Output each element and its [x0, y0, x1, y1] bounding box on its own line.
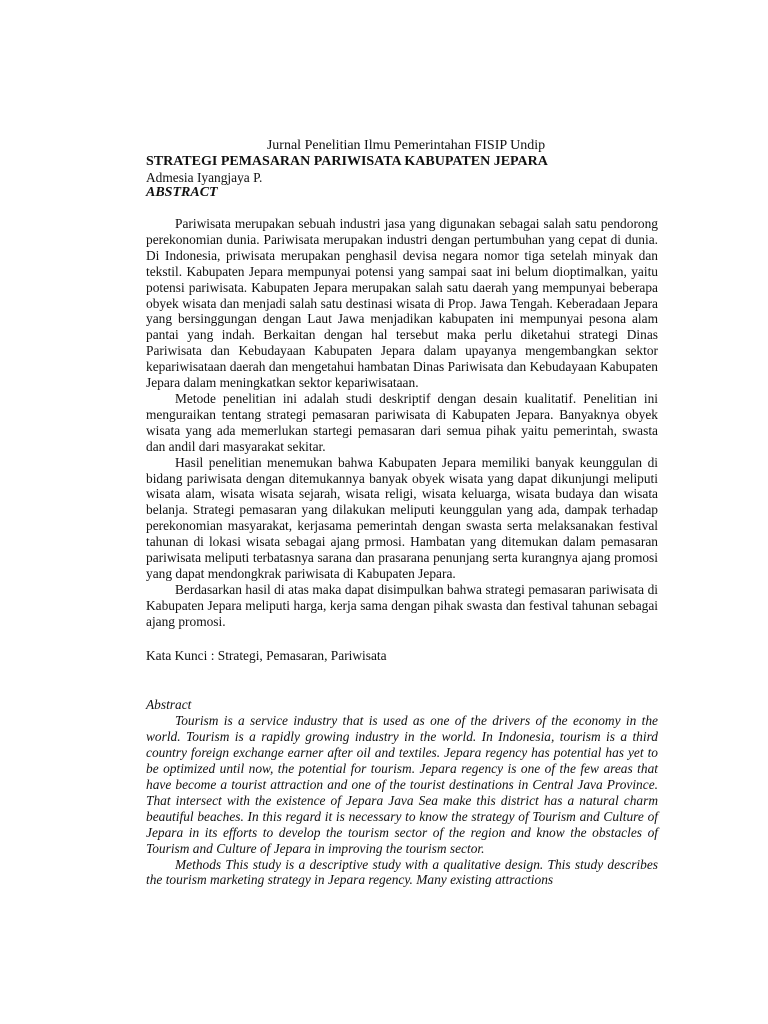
- english-abstract-body: [146, 713, 658, 888]
- abstrak-paragraph-1: Pariwisata merupakan sebuah industri jasa yang digunakan sebagai salah satu pendorong perekonomian dunia. Pariwisata merupakan industri dengan pertumbuhan yang cepat di dunia. Di Indonesia, priwisata merupakan penghasil devisa negara nomor tiga setelah minyak dan tekstil. Kabupaten Jepara mempunyai potensi yang sampai saat ini belum dioptimalkan, yaitu potensi pariwisata. Kabupaten Jepara merupakan salah satu daerah yang mempunyai beberapa obyek wisata dan menjadi salah satu destinasi wisata di Prop. Jawa Tengah. Keberadaan Jepara yang bersinggungan dengan Laut Jawa menjadikan kabupaten ini mempunyai pesona alam pantai yang indah. Berkaitan dengan hal tersebut maka perlu diketahui strategi Dinas Pariwisata dan Kebudayaan Kabupaten Jepara dalam upayanya mengembangkan sektor kepariwisataan daerah dan mengetahui hambatan Dinas Pariwisata dan Kebudayaan Kabupaten Jepara dalam meningkatkan sektor kepariwisataan.: [146, 216, 658, 391]
- english-abstract-heading: Abstract: [146, 697, 192, 713]
- english-paragraph-1: Tourism is a service industry that is used as one of the drivers of the economy in the world. Tourism is a rapidly growing industry in the world. In Indonesia, tourism is a third country foreign exchange earner after oil and textiles. Jepara regency has potential has yet to be optimized until now, the potential for tourism. Jepara regency is one of the few areas that have become a tourist attraction and one of the tourist destinations in Central Java Province. That intersect with the existence of Jepara Java Sea make this district has a natural charm beautiful beaches. In this regard it is necessary to know the strategy of Tourism and Culture of Jepara in its efforts to develop the tourism sector of the region and know the obstacles of Tourism and Culture of Jepara in improving the tourism sector.: [146, 713, 658, 856]
- keywords-line: Kata Kunci : Strategi, Pemasaran, Pariwisata: [146, 647, 387, 663]
- paper-content: [146, 138, 658, 888]
- journal-name: Jurnal Penelitian Ilmu Pemerintahan FISIP Undip: [266, 138, 546, 153]
- abstrak-paragraph-3: Hasil penelitian menemukan bahwa Kabupaten Jepara memiliki banyak keunggulan di bidang pariwisata dengan ditemukannya banyak obyek wisata yang dapat dikunjungi meliputi wisata alam, wisata wisata sejarah, wisata religi, wisata keluarga, wisata budaya dan wisata belanja. Strategi pemasaran yang dilakukan meliputi keunggulan yang ada, dampak terhadap perekonomian masyarakat, kerjasama pemerintah dengan swasta serta melaksanakan festival tahunan di lokasi wisata sebagai ajang prmosi. Hambatan yang ditemukan dalam pemasaran pariwisata meliputi terbatasnya sarana dan prasarana penunjang serta kurangnya ajang promosi yang dapat mendongkrak pariwisata di Kabupaten Jepara.: [146, 454, 658, 581]
- author-name: Admesia Iyangjaya P.: [146, 170, 263, 185]
- english-paragraph-2: Methods This study is a descriptive study with a qualitative design. This study describes the tourism marketing strategy in Jepara regency. Many existing attractions: [146, 856, 658, 888]
- paper-title: STRATEGI PEMASARAN PARIWISATA KABUPATEN JEPARA: [146, 154, 548, 169]
- abstrak-paragraph-4: Berdasarkan hasil di atas maka dapat disimpulkan bahwa strategi pemasaran pariwisata di Kabupaten Jepara meliputi harga, kerja sama dengan pihak swasta dan festival tahunan sebagai ajang promosi.: [146, 581, 658, 629]
- abstract-heading: ABSTRACT: [146, 185, 218, 200]
- abstrak-body: [146, 216, 658, 630]
- abstrak-paragraph-2: Metode penelitian ini adalah studi deskriptif dengan desain kualitatif. Penelitian ini menguraikan tentang strategi pemasaran pariwisata di Kabupaten Jepara. Banyaknya obyek wisata yang ada memerlukan startegi pemasaran dari semua pihak yaitu pemerintah, swasta dan andil dari masyarakat sekitar.: [146, 390, 658, 454]
